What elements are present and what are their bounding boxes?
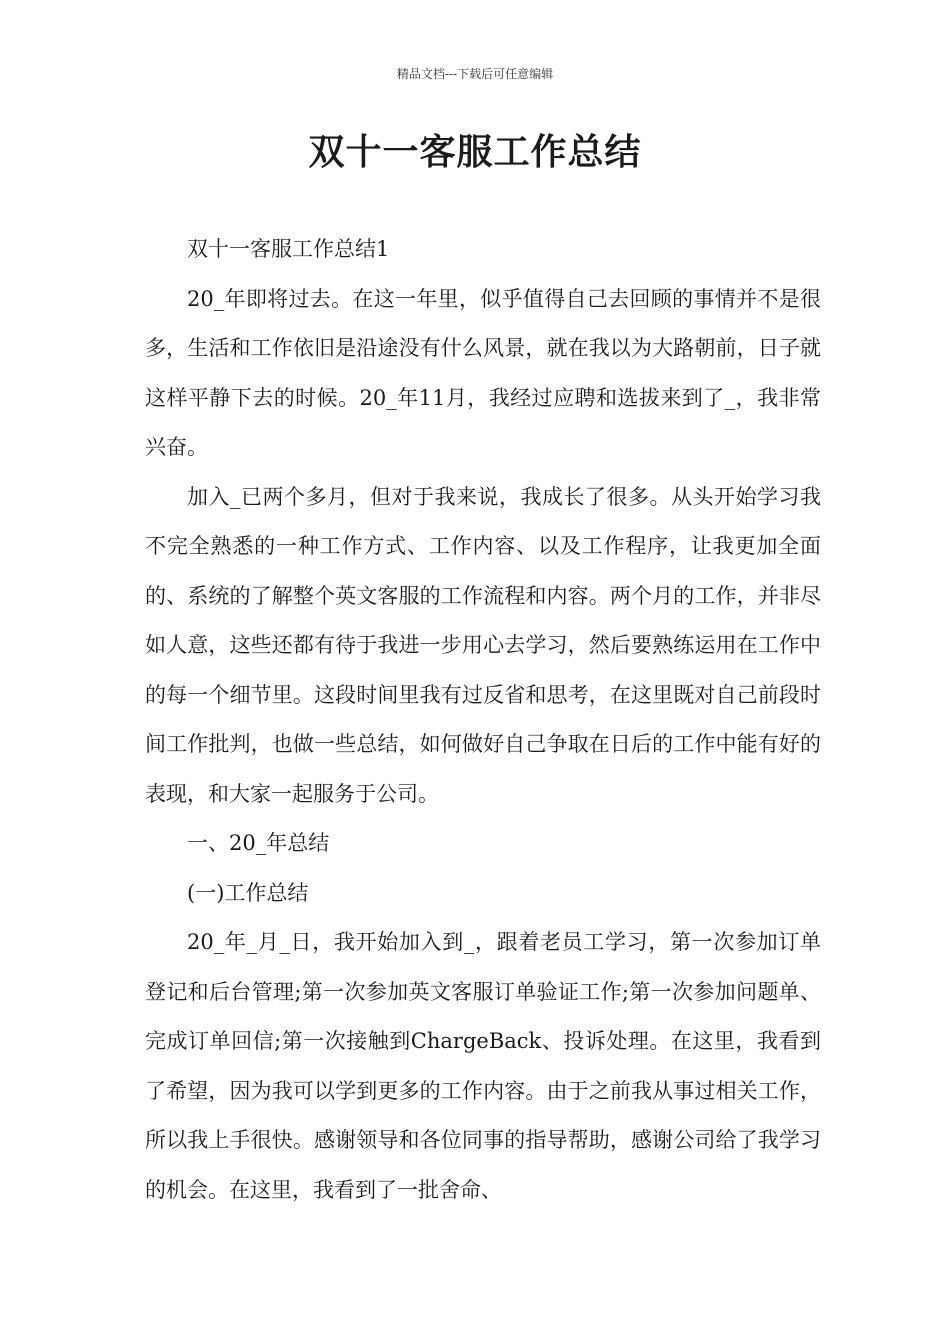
- paragraph: 20_年_月_日，我开始加入到_，跟着老员工学习，第一次参加订单登记和后台管理;第一次参加英文客服订单验证工作;第一次参加问题单、完成订单回信;第一次接触到ChargeBack、投诉处理。在这里，我看到了希望，因为我可以学到更多的工作内容。由于之前我从事过相关工作，所以我上手很快。感谢领导和各位同事的指导帮助，感谢公司给了我学习的机会。在这里，我看到了一批舍命、: [145, 930, 821, 1202]
- subsection-heading-work-summary: (一)工作总结: [187, 880, 309, 905]
- document-title: 双十一客服工作总结: [308, 132, 642, 173]
- paragraph: 20_年即将过去。在这一年里，似乎值得自己去回顾的事情并不是很多，生活和工作依旧是沿途没有什么风景，就在我以为大路朝前，日子就这样平静下去的时候。20_年11月，我经过应聘和选拔来到了_，我非常兴奋。: [145, 286, 821, 459]
- section-heading-1: 双十一客服工作总结1: [187, 237, 390, 261]
- header-note: 精品文档---下载后可任意编辑: [396, 67, 554, 81]
- section-heading-year-summary: 一、20_年总结: [187, 831, 330, 855]
- paragraph: 加入_已两个多月，但对于我来说，我成长了很多。从头开始学习我不完全熟悉的一种工作方式、工作内容、以及工作程序，让我更加全面的、系统的了解整个英文客服的工作流程和内容。两个月的工作，并非尽如人意，这些还都有待于我进一步用心去学习，然后要熟练运用在工作中的每一个细节里。这段时间里我有过反省和思考，在这里既对自己前段时间工作批判，也做一些总结，如何做好自己争取在日后的工作中能有好的表现，和大家一起服务于公司。: [145, 484, 821, 806]
- document-body: [145, 225, 821, 1215]
